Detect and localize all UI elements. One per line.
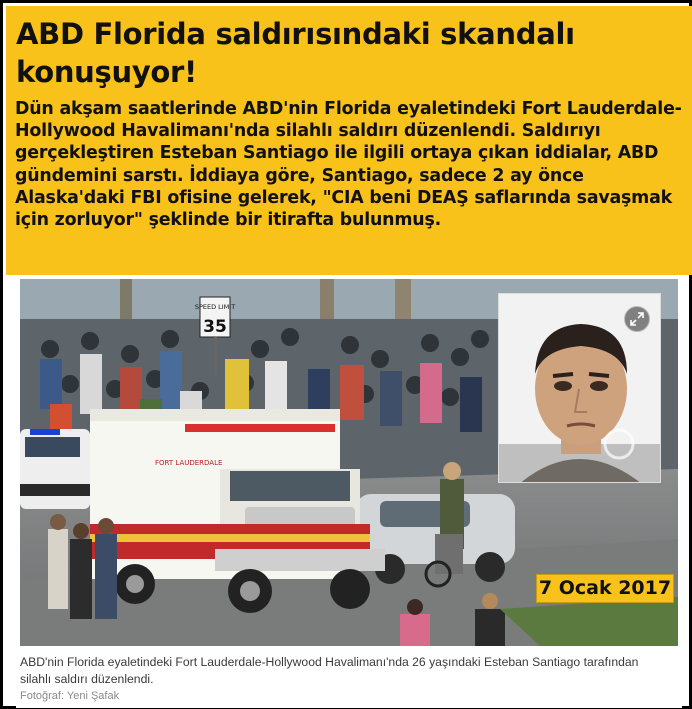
speed-sign-value: 35	[203, 317, 227, 337]
photo-credit: Fotoğraf: Yeni Şafak	[20, 690, 120, 702]
speed-sign-label: SPEED LIMIT	[194, 303, 236, 311]
news-photo[interactable]	[20, 279, 678, 646]
suspect-photo[interactable]	[498, 293, 661, 483]
photo-caption: ABD'nin Florida eyaletindeki Fort Lauderdale-Hollywood Havalimanı'nda 26 yaşındaki Esteban Santiago tarafından silahlı saldırı düzenlendi.	[20, 655, 639, 686]
headline-banner	[6, 6, 692, 275]
date-badge: 7 Ocak 2017	[536, 574, 674, 603]
ambulance-text: FORT LAUDERDALE	[155, 459, 223, 467]
photo-card	[16, 276, 682, 708]
expand-button[interactable]	[624, 306, 650, 332]
article-summary: Dün akşam saatlerinde ABD'nin Florida eyaletindeki Fort Lauderdale-Hollywood Havalimanı'nda silahlı saldırı düzenlendi. Saldırıyı gerçekleştiren Esteban Santiago ile ilgili ortaya çıkan iddialar, ABD gündemini sarstı. İddiaya göre, Santiago, sadece 2 ay önce Alaska'daki FBI ofisine gelerek, "CIA beni DEAŞ saflarında savaşmak için zorluyor" şeklinde bir itirafta bulunmuş.	[15, 99, 682, 231]
expand-icon	[630, 312, 644, 326]
page-title: ABD Florida saldırısındaki skandalı konuşuyor!	[16, 17, 575, 89]
